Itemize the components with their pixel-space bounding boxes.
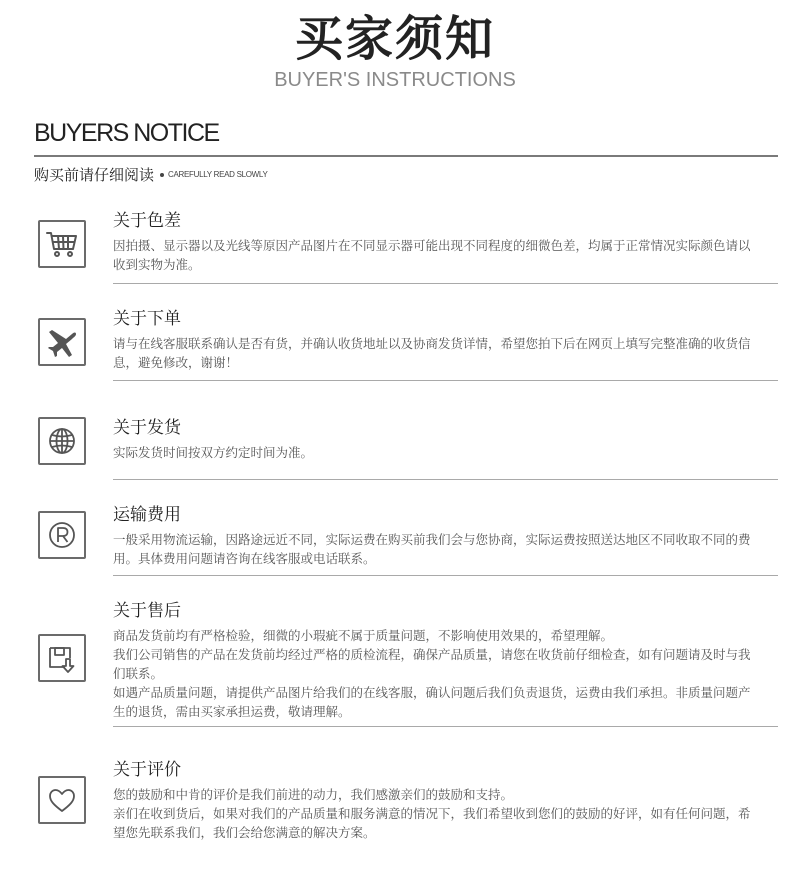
bullet-dot [160, 173, 164, 177]
section-title: 关于下单 [113, 309, 181, 328]
notice-subtitle-cn: 购买前请仔细阅读 [34, 167, 155, 184]
section-paragraph: 我们公司销售的产品在发货前均经过严格的质检流程，确保产品质量，请您在收货前仔细检查，如有问题请及时与我们联系。 [113, 648, 751, 681]
notice-divider [34, 155, 778, 157]
section-paragraph: 因拍摄、显示器以及光线等原因产品图片在不同显示器可能出现不同程度的细微色差，均属于正常情况实际颜色请以收到实物为准。 [113, 239, 751, 272]
notice-subtitle-en: CAREFULLY READ SLOWLY [168, 170, 268, 179]
section-paragraph: 您的鼓励和中肯的评价是我们前进的动力，我们感激亲们的鼓励和支持。 [113, 788, 514, 802]
section-body [113, 627, 753, 722]
page-title-cn: 买家须知 [294, 13, 495, 66]
section-paragraph: 亲们在收到货后，如果对我们的产品质量和服务满意的情况下，我们希望收到您们的鼓励的好评，如有任何问题，希望您先联系我们，我们会给您满意的解决方案。 [113, 807, 751, 840]
icon-frame [38, 220, 86, 268]
airplane-icon [40, 320, 84, 364]
section-paragraph: 实际发货时间按双方约定时间为准。 [113, 446, 314, 460]
section-body [113, 237, 753, 275]
section-title: 运输费用 [113, 505, 181, 524]
notice-subheading [34, 164, 268, 182]
section-divider [113, 380, 778, 381]
shopping-cart-icon [40, 222, 84, 266]
icon-frame [38, 634, 86, 682]
section-body [113, 335, 753, 373]
package-download-icon [40, 636, 84, 680]
icon-frame [38, 776, 86, 824]
section-title: 关于评价 [113, 760, 181, 779]
heart-icon [40, 778, 84, 822]
icon-frame [38, 318, 86, 366]
page-title-en: BUYER'S INSTRUCTIONS [274, 69, 516, 91]
registered-icon [40, 513, 84, 557]
section-title: 关于发货 [113, 418, 181, 437]
icon-frame [38, 417, 86, 465]
section-paragraph: 商品发货前均有严格检验，细微的小瑕疵不属于质量问题，不影响使用效果的，希望理解。 [113, 629, 614, 643]
section-body [113, 531, 753, 569]
section-divider [113, 283, 778, 284]
section-body [113, 444, 753, 463]
section-paragraph: 一般采用物流运输，因路途远近不同，实际运费在购买前我们会与您协商，实际运费按照送达地区不同收取不同的费用。具体费用问题请咨询在线客服或电话联系。 [113, 533, 751, 566]
section-divider [113, 726, 778, 727]
section-divider [113, 479, 778, 480]
notice-heading: BUYERS NOTICE [34, 119, 219, 147]
globe-icon [40, 419, 84, 463]
section-paragraph: 请与在线客服联系确认是否有货，并确认收货地址以及协商发货详情，希望您拍下后在网页上填写完整准确的收货信息，避免修改，谢谢！ [113, 337, 751, 370]
section-divider [113, 575, 778, 576]
icon-frame [38, 511, 86, 559]
section-title: 关于售后 [113, 601, 181, 620]
section-paragraph: 如遇产品质量问题，请提供产品图片给我们的在线客服，确认问题后我们负责退货，运费由我们承担。非质量问题产生的退货，需由买家承担运费，敬请理解。 [113, 686, 751, 719]
section-body [113, 786, 753, 843]
section-title: 关于色差 [113, 211, 181, 230]
